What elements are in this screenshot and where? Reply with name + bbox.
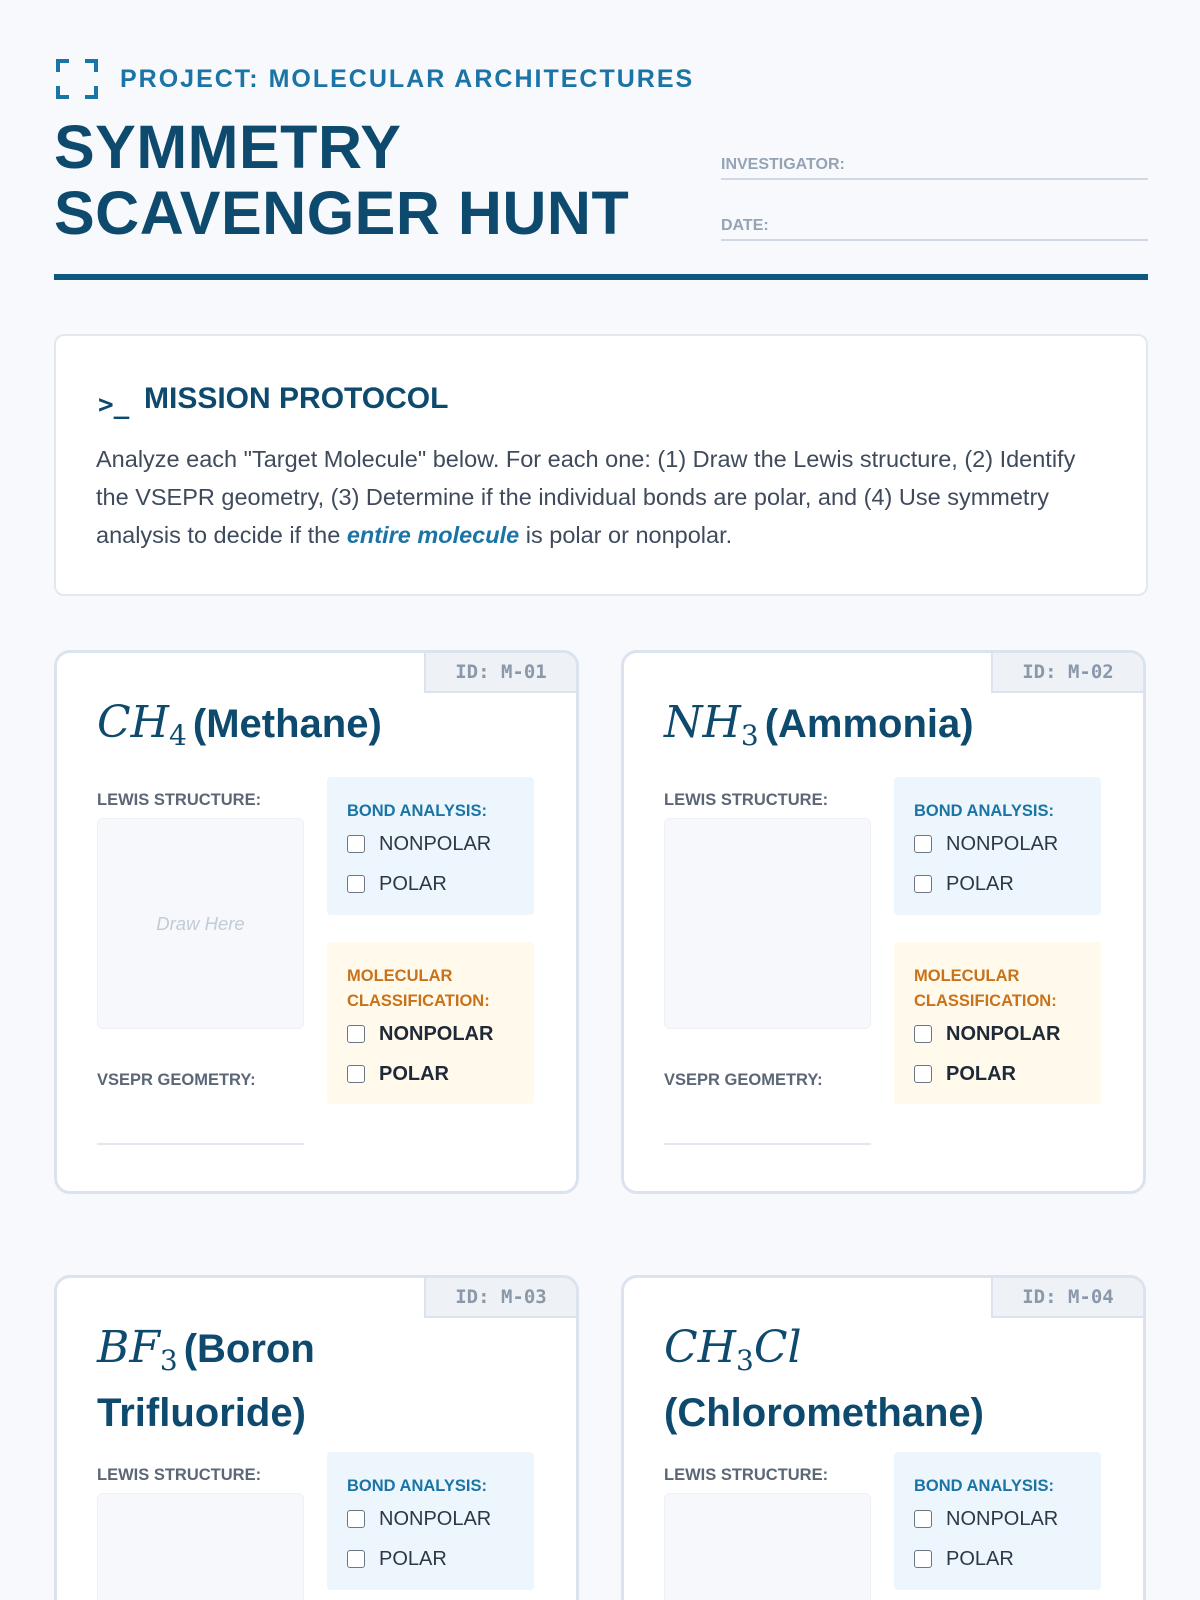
investigator-label: INVESTIGATOR: [721, 156, 845, 173]
checkbox[interactable] [914, 1065, 932, 1083]
checkbox[interactable] [347, 1550, 365, 1568]
page-title [54, 114, 629, 246]
checkbox[interactable] [914, 1025, 932, 1043]
molecular-classification-box [327, 942, 534, 1104]
bond-nonpolar-option[interactable]: NONPOLAR [914, 824, 1081, 864]
molecule-polar-option[interactable]: POLAR [914, 1054, 1081, 1094]
lewis-structure-label: LEWIS STRUCTURE: [664, 791, 829, 809]
molecular-classification-box [894, 942, 1101, 1104]
bond-analysis-title: BOND ANALYSIS: [914, 802, 1054, 820]
bond-polar-option[interactable]: POLAR [914, 1539, 1081, 1579]
molecule-title [97, 697, 427, 762]
molecule-polar-option[interactable]: POLAR [347, 1054, 514, 1094]
bond-nonpolar-option[interactable]: NONPOLAR [914, 1499, 1081, 1539]
vsepr-geometry-label: VSEPR GEOMETRY: [664, 1071, 823, 1089]
molecule-id-tag: ID: M-02 [991, 653, 1143, 693]
bond-analysis-title: BOND ANALYSIS: [914, 1477, 1054, 1495]
lewis-drawing-area[interactable] [664, 818, 871, 1029]
checkbox[interactable] [347, 1065, 365, 1083]
molecule-nonpolar-option[interactable]: NONPOLAR [347, 1014, 514, 1054]
checkbox[interactable] [914, 1510, 932, 1528]
worksheet-header [54, 56, 1148, 280]
bond-analysis-box [327, 777, 534, 915]
molecule-id-tag: ID: M-03 [424, 1278, 576, 1318]
lewis-drawing-area[interactable] [664, 1493, 871, 1600]
project-label: PROJECT: MOLECULAR ARCHITECTURES [120, 64, 695, 93]
vsepr-answer-line[interactable] [97, 1143, 304, 1145]
molecule-card [621, 1275, 1146, 1600]
bond-polar-option[interactable]: POLAR [914, 864, 1081, 904]
lewis-drawing-area[interactable] [97, 818, 304, 1029]
terminal-prompt-icon: >_ [98, 390, 130, 420]
molecule-formula: $BF_3$ [97, 1322, 178, 1377]
checkbox[interactable] [347, 835, 365, 853]
protocol-title: MISSION PROTOCOL [144, 382, 449, 415]
bond-analysis-title: BOND ANALYSIS: [347, 802, 487, 820]
molecule-title [664, 1322, 994, 1439]
vsepr-geometry-label: VSEPR GEOMETRY: [97, 1071, 256, 1089]
mission-protocol-panel [54, 334, 1148, 596]
project-tag [54, 56, 694, 102]
bond-polar-option[interactable]: POLAR [347, 864, 514, 904]
title-line-1: SYMMETRY [54, 113, 402, 181]
molecule-name: (Chloromethane) [664, 1391, 984, 1435]
lewis-drawing-area[interactable] [97, 1493, 304, 1600]
bond-polar-option[interactable]: POLAR [347, 1539, 514, 1579]
lewis-structure-label: LEWIS STRUCTURE: [664, 1466, 829, 1484]
molecule-id-tag: ID: M-04 [991, 1278, 1143, 1318]
lewis-structure-label: LEWIS STRUCTURE: [97, 791, 262, 809]
bond-analysis-title: BOND ANALYSIS: [347, 1477, 487, 1495]
protocol-text-end: is polar or nonpolar. [519, 522, 733, 548]
protocol-text-start: Analyze each "Target Molecule" below. For each one: (1) Draw the Lewis structure, (2) Identify the VSEPR geometry, (3) Determine if the individual bonds are polar, and (4) Use symmetry analysis to decide if the [96, 446, 1076, 548]
molecule-nonpolar-option[interactable]: NONPOLAR [914, 1014, 1081, 1054]
molecule-title [97, 1322, 427, 1439]
molecule-name: (Ammonia) [764, 702, 974, 746]
molecule-formula: $NH_3$ [664, 697, 759, 752]
lewis-structure-label: LEWIS STRUCTURE: [97, 1466, 262, 1484]
bond-nonpolar-option[interactable]: NONPOLAR [347, 824, 514, 864]
molecule-card [54, 650, 579, 1194]
bond-analysis-box [327, 1452, 534, 1590]
protocol-emphasis: entire molecule [346, 522, 520, 548]
molecule-formula: $CH_4$ [97, 697, 187, 752]
checkbox[interactable] [914, 875, 932, 893]
molecular-classification-title: MOLECULAR CLASSIFICATION: [914, 967, 1057, 1010]
bond-analysis-box [894, 1452, 1101, 1590]
molecule-card [621, 650, 1146, 1194]
investigator-field[interactable] [721, 150, 1148, 180]
bond-analysis-box [894, 777, 1101, 915]
molecule-name: (Boron Trifluoride) [97, 1327, 315, 1435]
checkbox[interactable] [347, 875, 365, 893]
molecular-classification-title: MOLECULAR CLASSIFICATION: [347, 967, 490, 1010]
title-line-2: SCAVENGER HUNT [54, 179, 630, 247]
bond-nonpolar-option[interactable]: NONPOLAR [347, 1499, 514, 1539]
checkbox[interactable] [347, 1025, 365, 1043]
vsepr-answer-line[interactable] [664, 1143, 871, 1145]
checkbox[interactable] [914, 1550, 932, 1568]
molecule-id-tag: ID: M-01 [424, 653, 576, 693]
protocol-body [96, 440, 1108, 554]
frame-corners-icon [54, 56, 100, 102]
molecule-title [664, 697, 994, 762]
checkbox[interactable] [347, 1510, 365, 1528]
molecule-name: (Methane) [192, 702, 382, 746]
molecule-card [54, 1275, 579, 1600]
draw-here-hint: Draw Here [156, 912, 245, 934]
molecule-formula: $CH_3Cl$ [664, 1322, 802, 1377]
date-label: DATE: [721, 217, 769, 234]
date-field[interactable] [721, 211, 1148, 241]
checkbox[interactable] [914, 835, 932, 853]
